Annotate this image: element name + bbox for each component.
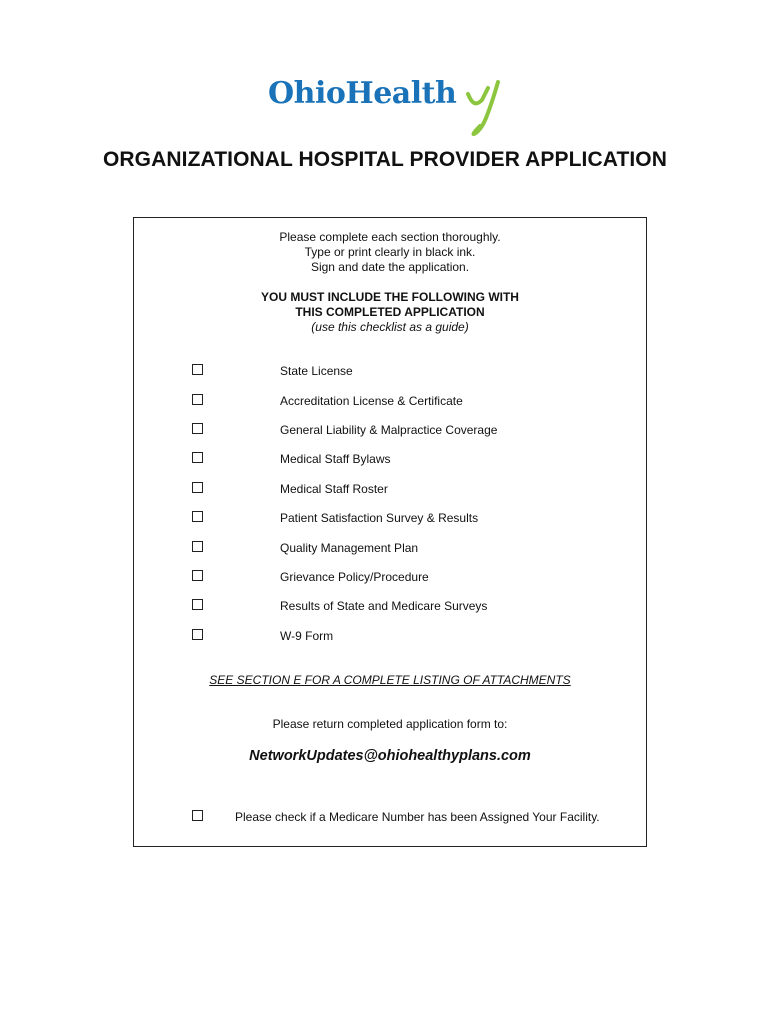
must-include-line: THIS COMPLETED APPLICATION: [295, 305, 485, 319]
checkbox-liability-coverage[interactable]: [192, 423, 203, 434]
must-include-heading: [134, 290, 646, 320]
checkbox-accreditation[interactable]: [192, 394, 203, 405]
return-instructions: Please return completed application form to:: [272, 717, 508, 731]
return-email: NetworkUpdates@ohiohealthyplans.com: [249, 748, 531, 764]
checklist-hint: (use this checklist as a guide): [311, 320, 469, 334]
checkbox-staff-bylaws[interactable]: [192, 452, 203, 463]
checklist-item-label: Grievance Policy/Procedure: [280, 570, 429, 584]
logo-y-swoosh-icon: [464, 74, 506, 138]
must-include-line: YOU MUST INCLUDE THE FOLLOWING WITH: [261, 290, 519, 304]
checkbox-state-license[interactable]: [192, 364, 203, 375]
logo-wordmark: OhioHealth: [268, 76, 457, 111]
checklist-item-label: Medical Staff Roster: [280, 482, 388, 496]
checkbox-satisfaction-survey[interactable]: [192, 511, 203, 522]
medicare-number-label: Please check if a Medicare Number has been Assigned Your Facility.: [235, 810, 600, 824]
checklist-item-label: Medical Staff Bylaws: [280, 452, 391, 466]
checkbox-w9-form[interactable]: [192, 629, 203, 640]
checklist-item-label: General Liability & Malpractice Coverage: [280, 423, 498, 437]
checkbox-staff-roster[interactable]: [192, 482, 203, 493]
checkbox-quality-plan[interactable]: [192, 541, 203, 552]
checklist-item-label: State License: [280, 364, 353, 378]
instruction-line: Type or print clearly in black ink.: [304, 245, 476, 259]
ohiohealthy-logo: [268, 68, 508, 138]
instruction-line: Please complete each section thoroughly.: [279, 230, 501, 244]
checkbox-grievance-policy[interactable]: [192, 570, 203, 581]
checkbox-state-medicare-surveys[interactable]: [192, 599, 203, 610]
checklist-item-label: Accreditation License & Certificate: [280, 394, 463, 408]
checklist-box: [133, 217, 647, 847]
checklist-item-label: Patient Satisfaction Survey & Results: [280, 511, 479, 525]
checklist-item-label: W-9 Form: [280, 629, 334, 643]
checklist-item-label: Quality Management Plan: [280, 541, 419, 555]
checklist-item-label: Results of State and Medicare Surveys: [280, 599, 488, 613]
instructions: [134, 230, 646, 275]
instruction-line: Sign and date the application.: [310, 260, 470, 274]
section-e-note: SEE SECTION E FOR A COMPLETE LISTING OF ATTACHMENTS: [209, 673, 571, 687]
page-title: ORGANIZATIONAL HOSPITAL PROVIDER APPLICATION: [102, 148, 668, 171]
checkbox-medicare-number[interactable]: [192, 810, 203, 821]
